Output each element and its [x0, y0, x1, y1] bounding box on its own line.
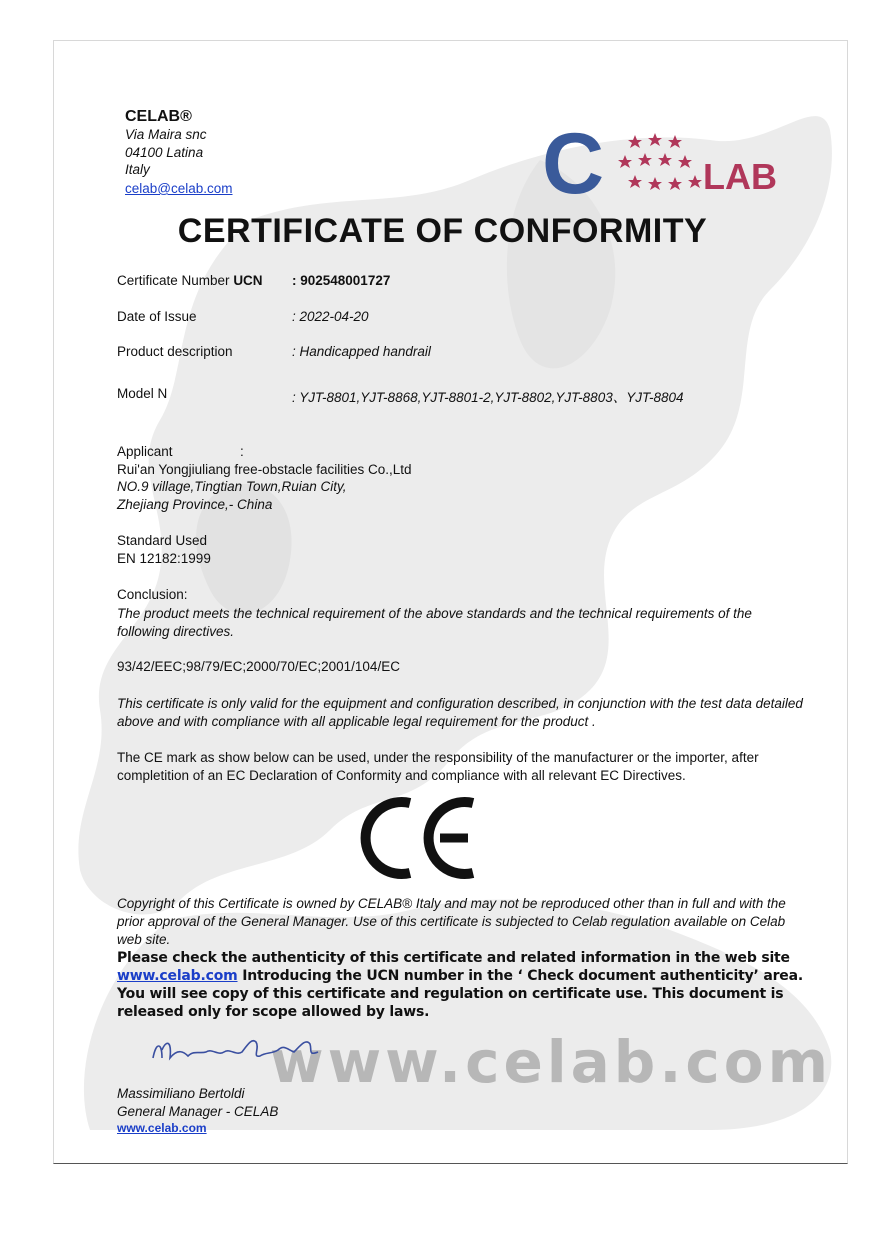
logo-lab-text: LAB [703, 156, 777, 197]
model-value: : YJT-8801,YJT-8868,YJT-8801-2,YJT-8802,YJT-8803、YJT-8804 [292, 390, 684, 405]
signatory-website-link[interactable]: www.celab.com [117, 1121, 207, 1135]
notice-website-link[interactable]: www.celab.com [117, 968, 238, 984]
notice-body: Introducing the UCN number in the ‘ Check document authenticity’ area. You will see copy of this certificate and regulation on certificate use. This document is released only for scope allowed by laws. [117, 968, 803, 1020]
sender-name: CELAB® [125, 108, 192, 125]
conclusion-text: The product meets the technical requirement of the above standards and the technical requirements of the following directives. [117, 606, 752, 639]
applicant-company: Rui'an Yongjiuliang free-obstacle facilities Co.,Ltd [117, 462, 412, 477]
website-watermark: www.celab.com [270, 1028, 833, 1096]
certificate-number-label [117, 273, 263, 288]
ucn-label: UCN [233, 273, 263, 288]
date-of-issue-value: : 2022-04-20 [292, 309, 369, 324]
model-label: Model N [117, 386, 168, 401]
applicant-colon: : [240, 444, 244, 459]
certificate-number-value: : 902548001727 [292, 273, 391, 288]
standard-label: Standard Used [117, 533, 208, 548]
signature-image [148, 1030, 328, 1070]
product-description-value: : Handicapped handrail [292, 344, 431, 359]
ce-mark-icon [360, 795, 485, 880]
validity-note: This certificate is only valid for the equipment and configuration described, in conjunction with the test data detailed above and with compliance with all applicable legal requirement for the product . [117, 696, 803, 729]
signatory-name: Massimiliano Bertoldi [117, 1086, 245, 1101]
applicant-address-line: Zhejiang Province,- China [117, 497, 273, 512]
applicant-address-line: NO.9 village,Tingtian Town,Ruian City, [117, 479, 347, 494]
copyright-note: Copyright of this Certificate is owned by CELAB® Italy and may not be reproduced other than in full and with the prior approval of the General Manager. Use of this certificate is subjected to Celab regulation available on Celab web site. [117, 896, 786, 947]
certificate-number-label-text: Certificate Number [117, 273, 230, 288]
signatory-role: General Manager - CELAB [117, 1104, 279, 1119]
conclusion-label: Conclusion: [117, 587, 188, 602]
logo-c-letter: C [542, 125, 605, 205]
celab-logo [540, 125, 790, 205]
sender-address-line: Via Maira snc [125, 127, 207, 142]
certificate-title: CERTIFICATE OF CONFORMITY [177, 212, 708, 250]
applicant-label: Applicant [117, 444, 173, 459]
directives: 93/42/EEC;98/79/EC;2000/70/EC;2001/104/EC [117, 659, 400, 674]
product-description-label: Product description [117, 344, 233, 359]
date-of-issue-label: Date of Issue [117, 309, 197, 324]
notice-intro: Please check the authenticity of this certificate and related information in the web site [117, 950, 790, 966]
ce-mark-note: The CE mark as show below can be used, under the responsibility of the manufacturer or the importer, after completition of an EC Declaration of Conformity and compliance with all relevant EC Directives. [117, 750, 759, 783]
sender-address-line: 04100 Latina [125, 145, 204, 160]
authenticity-notice [117, 949, 807, 1021]
sender-email-link[interactable]: celab@celab.com [125, 181, 233, 196]
standard-value: EN 12182:1999 [117, 551, 211, 566]
logo-stars [618, 133, 702, 190]
sender-address-line: Italy [125, 162, 150, 177]
